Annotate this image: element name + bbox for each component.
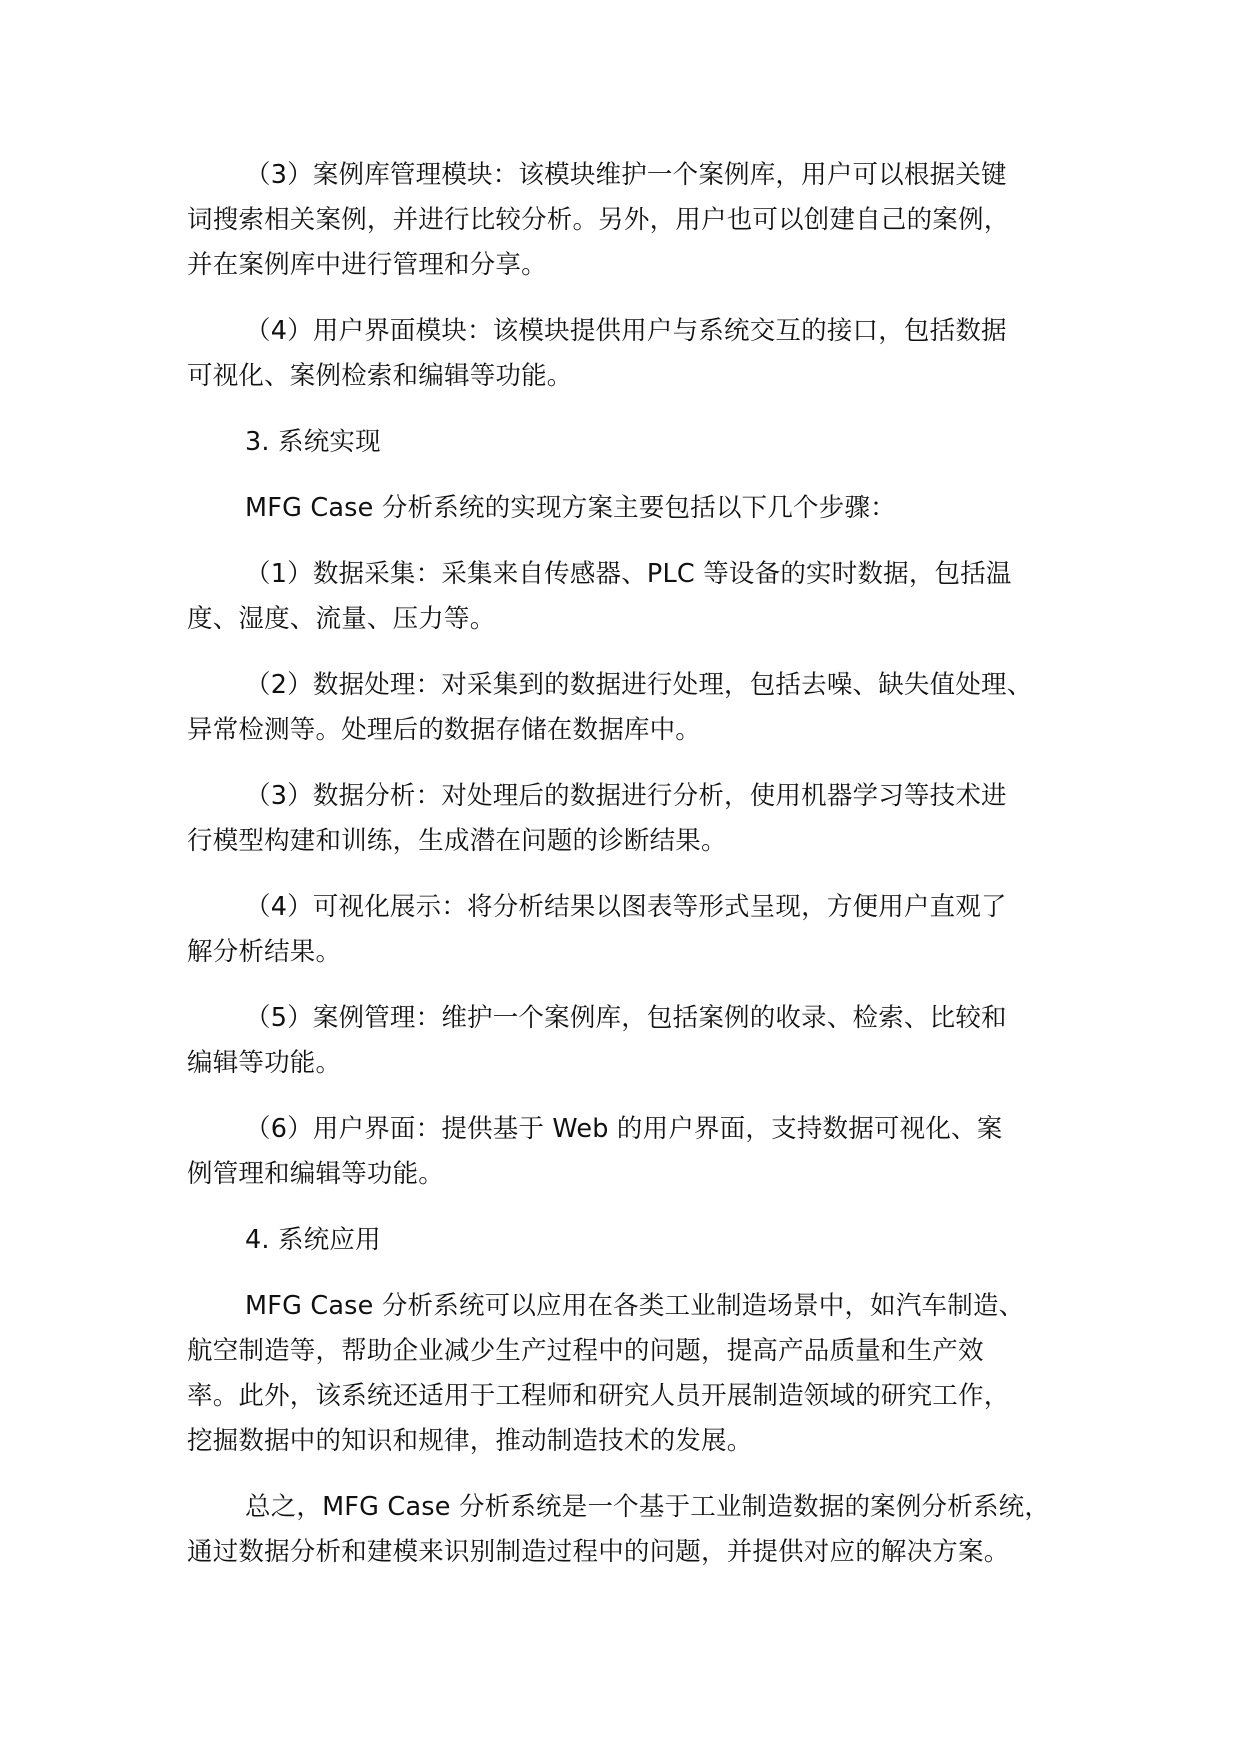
text-line: 度、湿度、流量、压力等。	[187, 604, 496, 634]
paragraph-data-analysis	[187, 774, 1077, 864]
text-line: （1）数据采集：采集来自传感器、PLC 等设备的实时数据，包括温	[245, 559, 1012, 589]
text-line: 通过数据分析和建模来识别制造过程中的问题，并提供对应的解决方案。	[187, 1537, 1010, 1567]
text-line: 率。此外，该系统还适用于工程师和研究人员开展制造领域的研究工作，	[187, 1381, 1010, 1411]
paragraph-visualization	[187, 885, 1077, 975]
text-line: （6）用户界面：提供基于 Web 的用户界面，支持数据可视化、案	[245, 1114, 1003, 1144]
paragraph-user-interface-module	[187, 309, 1077, 399]
paragraph-data-processing	[187, 663, 1077, 753]
heading-text: 4. 系统应用	[245, 1225, 381, 1255]
text-line: 编辑等功能。	[187, 1048, 342, 1078]
text-line: 并在案例库中进行管理和分享。	[187, 250, 547, 280]
text-line: 词搜索相关案例，并进行比较分析。另外，用户也可以创建自己的案例，	[187, 205, 1010, 235]
text-line: 例管理和编辑等功能。	[187, 1159, 445, 1189]
text-line: 挖掘数据中的知识和规律，推动制造技术的发展。	[187, 1426, 753, 1456]
text-line: （5）案例管理：维护一个案例库，包括案例的收录、检索、比较和	[245, 1003, 1007, 1033]
section-heading-application	[187, 1218, 1077, 1263]
text-line: （4）用户界面模块：该模块提供用户与系统交互的接口，包括数据	[245, 316, 1007, 346]
section-heading-implementation	[187, 420, 1077, 465]
text-line: 解分析结果。	[187, 937, 342, 967]
paragraph-conclusion	[187, 1485, 1077, 1575]
text-line: 可视化、案例检索和编辑等功能。	[187, 361, 573, 391]
text-line: 异常检测等。处理后的数据存储在数据库中。	[187, 715, 702, 745]
text-line: （3）案例库管理模块：该模块维护一个案例库，用户可以根据关键	[245, 160, 1007, 190]
paragraph-case-library-module	[187, 153, 1077, 288]
paragraph-case-management	[187, 996, 1077, 1086]
text-line: （4）可视化展示：将分析结果以图表等形式呈现，方便用户直观了	[245, 892, 1007, 922]
text-line: MFG Case 分析系统的实现方案主要包括以下几个步骤：	[245, 493, 896, 523]
text-line: MFG Case 分析系统可以应用在各类工业制造场景中，如汽车制造、	[245, 1291, 1025, 1321]
text-line: 航空制造等，帮助企业减少生产过程中的问题，提高产品质量和生产效	[187, 1336, 984, 1366]
text-line: （2）数据处理：对采集到的数据进行处理，包括去噪、缺失值处理、	[245, 670, 1033, 700]
text-line: （3）数据分析：对处理后的数据进行分析，使用机器学习等技术进	[245, 781, 1007, 811]
paragraph-user-interface	[187, 1107, 1077, 1197]
paragraph-data-collection	[187, 552, 1077, 642]
document-body	[187, 153, 1077, 1596]
heading-text: 3. 系统实现	[245, 427, 381, 457]
text-line: 总之，MFG Case 分析系统是一个基于工业制造数据的案例分析系统，	[245, 1492, 1051, 1522]
text-line: 行模型构建和训练，生成潜在问题的诊断结果。	[187, 826, 727, 856]
paragraph-implementation-intro	[187, 486, 1077, 531]
paragraph-application	[187, 1284, 1077, 1464]
